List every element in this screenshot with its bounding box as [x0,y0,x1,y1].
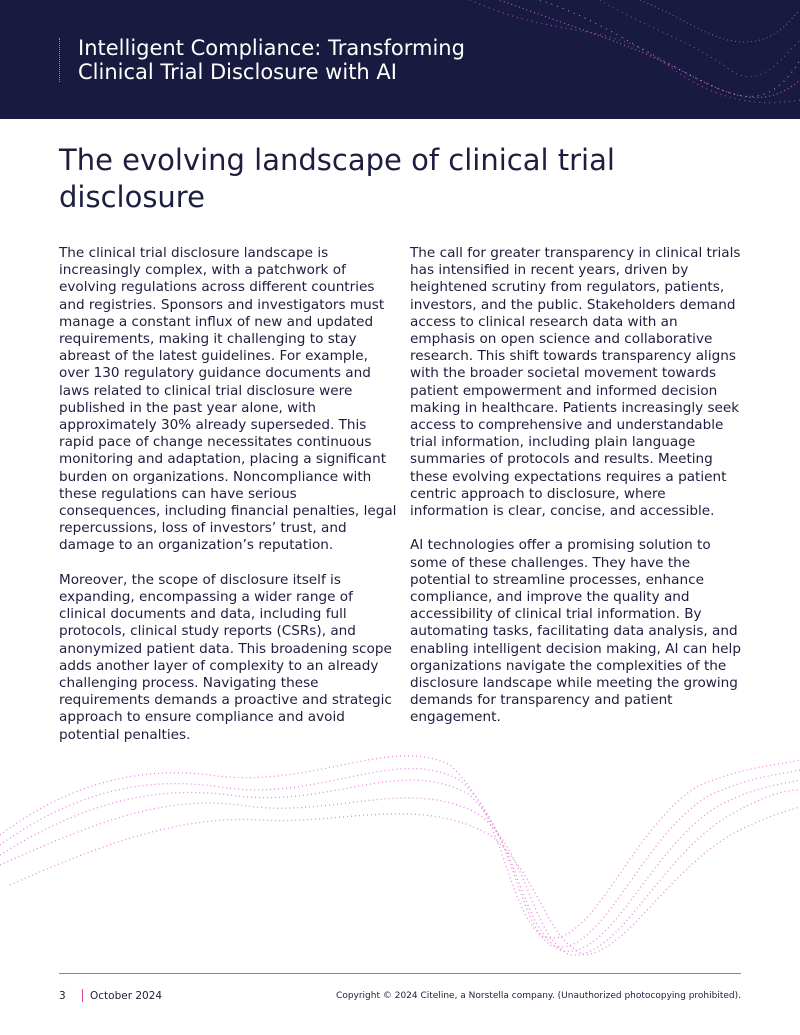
left-column [59,245,399,761]
footer-separator [82,989,83,1002]
header-banner [0,0,800,119]
document-title: Intelligent Compliance: Transforming Clinical Trial Disclosure with AI [78,36,465,84]
footer-divider [59,973,741,974]
paragraph: The call for greater transparency in clinical trials has intensified in recent years, driven by heightened scrutiny from regulators, patients, investors, and the public. Stakeholders demand access to clinical research data with an emphasis on open science and collaborative research. This shift towards transparency aligns with the broader societal movement towards patient empowerment and informed decision making in healthcare. Patients increasingly seek access to comprehensive and understandable trial information, including plain language summaries of protocols and results. Meeting these evolving expectations requires a patient centric approach to disclosure, where information is clear, concise, and accessible. [410,245,741,520]
page-number: 3 [59,990,66,1002]
right-column [410,245,745,744]
paragraph: AI technologies offer a promising solution to some of these challenges. They have the potential to streamline processes, enhance compliance, and improve the quality and accessibility of clinical trial information. By automating tasks, facilitating data analysis, and enabling intelligent decision making, AI can help organizations navigate the complexities of the disclosure landscape while meeting the growing demands for transparency and patient engagement. [410,537,741,726]
section-title: The evolving landscape of clinical trial disclosure [59,143,615,214]
header-divider [59,38,60,82]
copyright-notice: Copyright © 2024 Citeline, a Norstella company. (Unauthorized photocopying prohibited). [336,991,741,1001]
paragraph: Moreover, the scope of disclosure itself is expanding, encompassing a wider range of clinical documents and data, including full protocols, clinical study reports (CSRs), and anonymized patient data. This broadening scope adds another layer of complexity to an already challenging process. Navigating these requirements demands a proactive and strategic approach to ensure compliance and avoid potential penalties. [59,571,392,743]
footer [59,988,741,1004]
decorative-wave-graphic [0,735,800,965]
paragraph: The clinical trial disclosure landscape is increasingly complex, with a patchwork of evolving regulations across different countries and registries. Sponsors and investigators must manage a constant influx of new and updated requirements, making it challenging to stay abreast of the latest guidelines. For example, over 130 regulatory guidance documents and laws related to clinical trial disclosure were published in the past year alone, with approximately 30% already superseded. This rapid pace of change necessitates continuous monitoring and adaptation, placing a significant burden on organizations. Noncompliance with these regulations can have serious consequences, including financial penalties, legal repercussions, loss of investors’ trust, and damage to an organization’s reputation. [59,245,397,554]
publication-date: October 2024 [90,990,163,1002]
